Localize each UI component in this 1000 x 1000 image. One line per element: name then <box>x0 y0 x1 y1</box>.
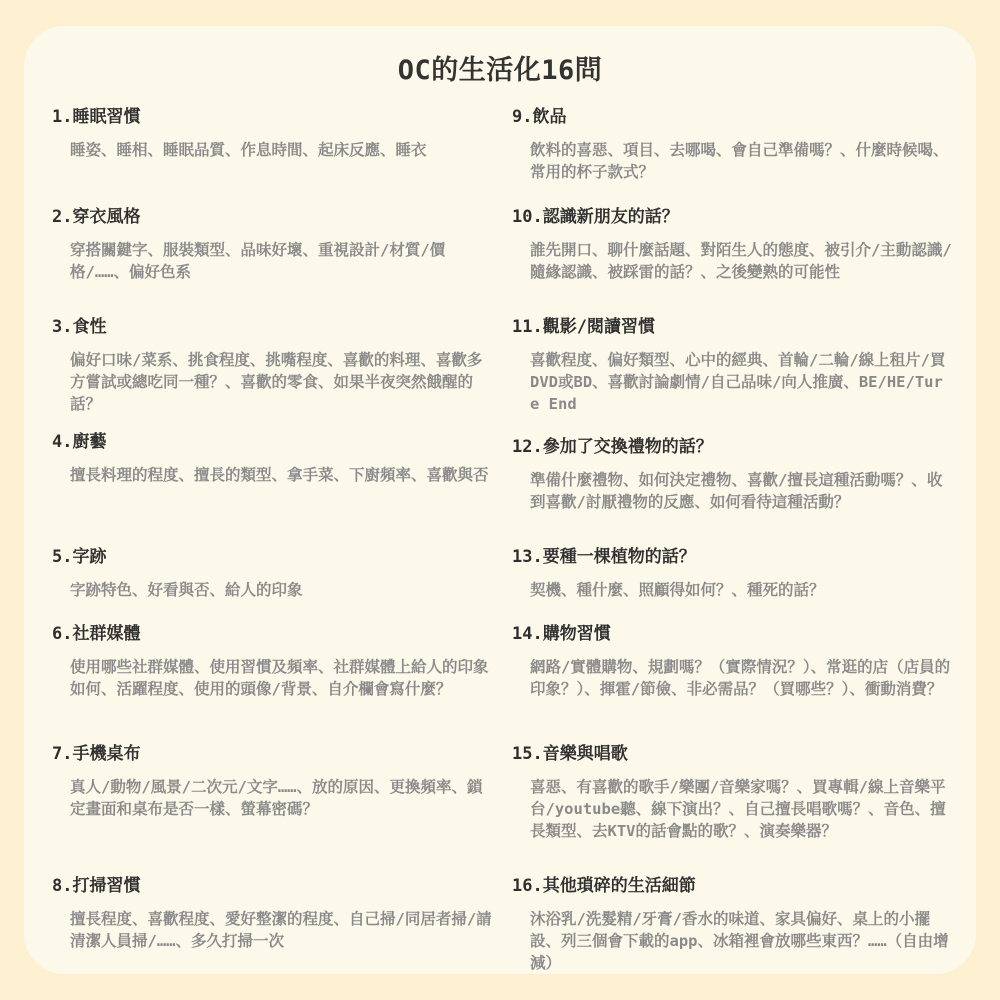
question-detail: 網路/實體購物、規劃嗎？（實際情況？）、常逛的店（店員的印象？）、揮霍/節儉、非必需品？（買哪些？）、衝動消費？ <box>530 658 951 698</box>
question-detail: 沐浴乳/洗髮精/牙膏/香水的味道、家具偏好、桌上的小擺設、列三個會下載的app、冰箱裡會放哪些東西？……（自由增減） <box>530 910 949 972</box>
question-detail: 契機、種什麼、照顧得如何？、種死的話？ <box>530 581 825 599</box>
question-heading: 16.其他瑣碎的生活細節 <box>512 876 696 896</box>
question-detail: 穿搭關鍵字、服裝類型、品味好壞、重視設計/材質/價格/……、偏好色系 <box>70 241 446 281</box>
question-heading: 9.飲品 <box>512 107 567 127</box>
page-title: OC的生活化16問 <box>397 55 603 86</box>
question-item <box>52 874 492 952</box>
question-item <box>512 545 952 601</box>
question-detail: 喜歡程度、偏好類型、心中的經典、首輪/二輪/線上租片/買DVD或BD、喜歡討論劇情/自己品味/向人推廣、BE/HE/Ture End <box>530 351 946 413</box>
question-item <box>512 742 952 842</box>
question-detail: 偏好口味/菜系、挑食程度、挑嘴程度、喜歡的料理、喜歡多方嘗試或總吃同一種？、喜歡的零食、如果半夜突然餓醒的話？ <box>70 351 483 413</box>
question-item <box>52 105 492 161</box>
question-item <box>512 622 952 700</box>
question-item <box>512 435 952 513</box>
question-heading: 13.要種一棵植物的話？ <box>512 547 696 567</box>
question-item <box>52 430 492 486</box>
question-heading: 10.認識新朋友的話？ <box>512 207 679 227</box>
question-heading: 14.購物習慣 <box>512 624 611 644</box>
question-heading: 4.廚藝 <box>52 432 107 452</box>
question-detail: 睡姿、睡相、睡眠品質、作息時間、起床反應、睡衣 <box>70 141 427 159</box>
question-detail: 字跡特色、好看與否、給人的印象 <box>70 581 303 599</box>
question-heading: 5.字跡 <box>52 547 107 567</box>
question-item <box>52 622 492 700</box>
question-item <box>52 742 492 820</box>
question-item <box>52 545 492 601</box>
question-heading: 7.手機桌布 <box>52 744 141 764</box>
question-detail: 誰先開口、聊什麼話題、對陌生人的態度、被引介/主動認識/隨緣認識、被踩雷的話？、之後變熟的可能性 <box>530 241 952 281</box>
question-item <box>512 315 952 415</box>
question-item <box>52 205 492 283</box>
question-detail: 擅長程度、喜歡程度、愛好整潔的程度、自己掃/同居者掃/請清潔人員掃/……、多久打掃一次 <box>70 910 492 950</box>
question-heading: 3.食性 <box>52 317 107 337</box>
question-detail: 使用哪些社群媒體、使用習慣及頻率、社群媒體上給人的印象如何、活躍程度、使用的頭像/背景、自介欄會寫什麼？ <box>70 658 489 698</box>
question-heading: 1.睡眠習慣 <box>52 107 141 127</box>
question-detail: 準備什麼禮物、如何決定禮物、喜歡/擅長這種活動嗎？、收到喜歡/討厭禮物的反應、如何看待這種活動？ <box>530 471 943 511</box>
question-heading: 15.音樂與唱歌 <box>512 744 628 764</box>
question-item <box>512 874 952 974</box>
question-detail: 真人/動物/風景/二次元/文字……、放的原因、更換頻率、鎖定畫面和桌布是否一樣、螢幕密碼？ <box>70 778 483 818</box>
question-heading: 2.穿衣風格 <box>52 207 141 227</box>
question-detail: 擅長料理的程度、擅長的類型、拿手菜、下廚頻率、喜歡與否 <box>70 466 489 484</box>
question-item <box>512 105 952 183</box>
question-item <box>512 205 952 283</box>
question-detail: 喜惡、有喜歡的歌手/樂團/音樂家嗎？、買專輯/線上音樂平台/youtube聽、線下演出？、自己擅長唱歌嗎？、音色、擅長類型、去KTV的話會點的歌？、演奏樂器？ <box>530 778 946 840</box>
question-detail: 飲料的喜惡、項目、去哪喝、會自己準備嗎？、什麼時候喝、常用的杯子款式？ <box>530 141 949 181</box>
question-heading: 12.參加了交換禮物的話？ <box>512 437 713 457</box>
question-heading: 8.打掃習慣 <box>52 876 141 896</box>
question-item <box>52 315 492 415</box>
question-heading: 11.觀影/閱讀習慣 <box>512 317 655 337</box>
question-heading: 6.社群媒體 <box>52 624 141 644</box>
